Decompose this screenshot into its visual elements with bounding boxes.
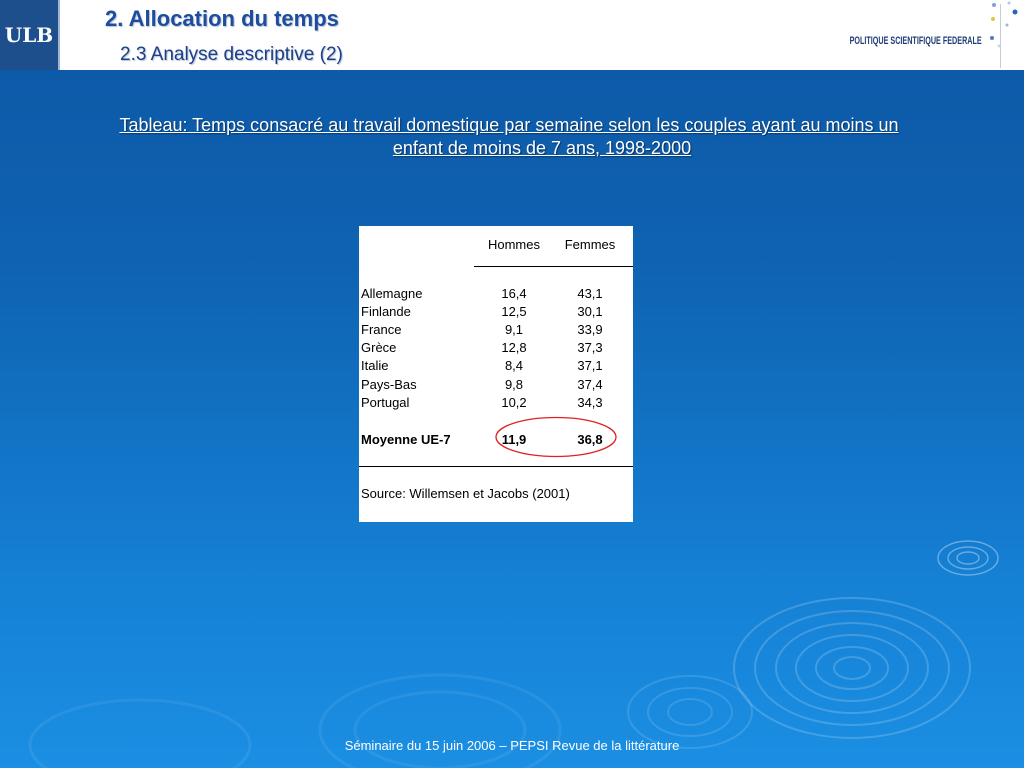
data-table [359, 226, 633, 522]
row-femmes-value: 30,1 [577, 304, 603, 319]
row-hommes-value: 12,8 [501, 340, 527, 355]
row-hommes-value: 9,1 [504, 322, 524, 337]
slide-footer: Séminaire du 15 juin 2006 – PEPSI Revue de la littérature [344, 738, 680, 753]
row-label: Italie [361, 358, 389, 373]
total-hommes-value: 11,9 [501, 432, 527, 447]
row-hommes-value: 9,8 [504, 377, 524, 392]
row-femmes-value: 37,4 [577, 377, 603, 392]
row-hommes-value: 12,5 [501, 304, 527, 319]
column-header-femmes: Femmes [564, 237, 616, 252]
row-femmes-value: 37,3 [577, 340, 603, 355]
table-caption-line-1: Tableau: Temps consacré au travail domestique par semaine selon les couples ayant au moins un [119, 115, 899, 135]
partner-logo-text: POLITIQUE SCIENTIFIQUE FEDERALE [849, 35, 982, 47]
footer-rule [359, 466, 633, 467]
table-caption-line-2: enfant de moins de 7 ans, 1998-2000 [392, 138, 692, 158]
total-label: Moyenne UE-7 [361, 432, 451, 447]
row-label: Allemagne [361, 286, 423, 301]
row-femmes-value: 34,3 [577, 395, 603, 410]
row-label: France [361, 322, 402, 337]
row-label: Finlande [361, 304, 411, 319]
row-femmes-value: 37,1 [577, 358, 603, 373]
row-hommes-value: 10,2 [501, 395, 527, 410]
row-label: Grèce [361, 340, 397, 355]
ulb-logo [0, 0, 60, 70]
slide-title: 2. Allocation du temps [105, 6, 339, 31]
row-hommes-value: 8,4 [504, 358, 524, 373]
table-source: Source: Willemsen et Jacobs (2001) [361, 486, 570, 501]
slide-subtitle: 2.3 Analyse descriptive (2) [120, 44, 343, 65]
row-femmes-value: 33,9 [577, 322, 603, 337]
slide-header [0, 0, 1024, 70]
row-label: Pays-Bas [361, 377, 417, 392]
dots-decoration-icon [985, 0, 1024, 60]
row-hommes-value: 16,4 [501, 286, 527, 301]
row-label: Portugal [361, 395, 410, 410]
total-femmes-value: 36,8 [577, 432, 603, 447]
row-femmes-value: 43,1 [577, 286, 603, 301]
column-header-hommes: Hommes [487, 237, 540, 252]
highlight-ellipse [359, 226, 633, 522]
ulb-logo-text: ULB [4, 23, 54, 47]
